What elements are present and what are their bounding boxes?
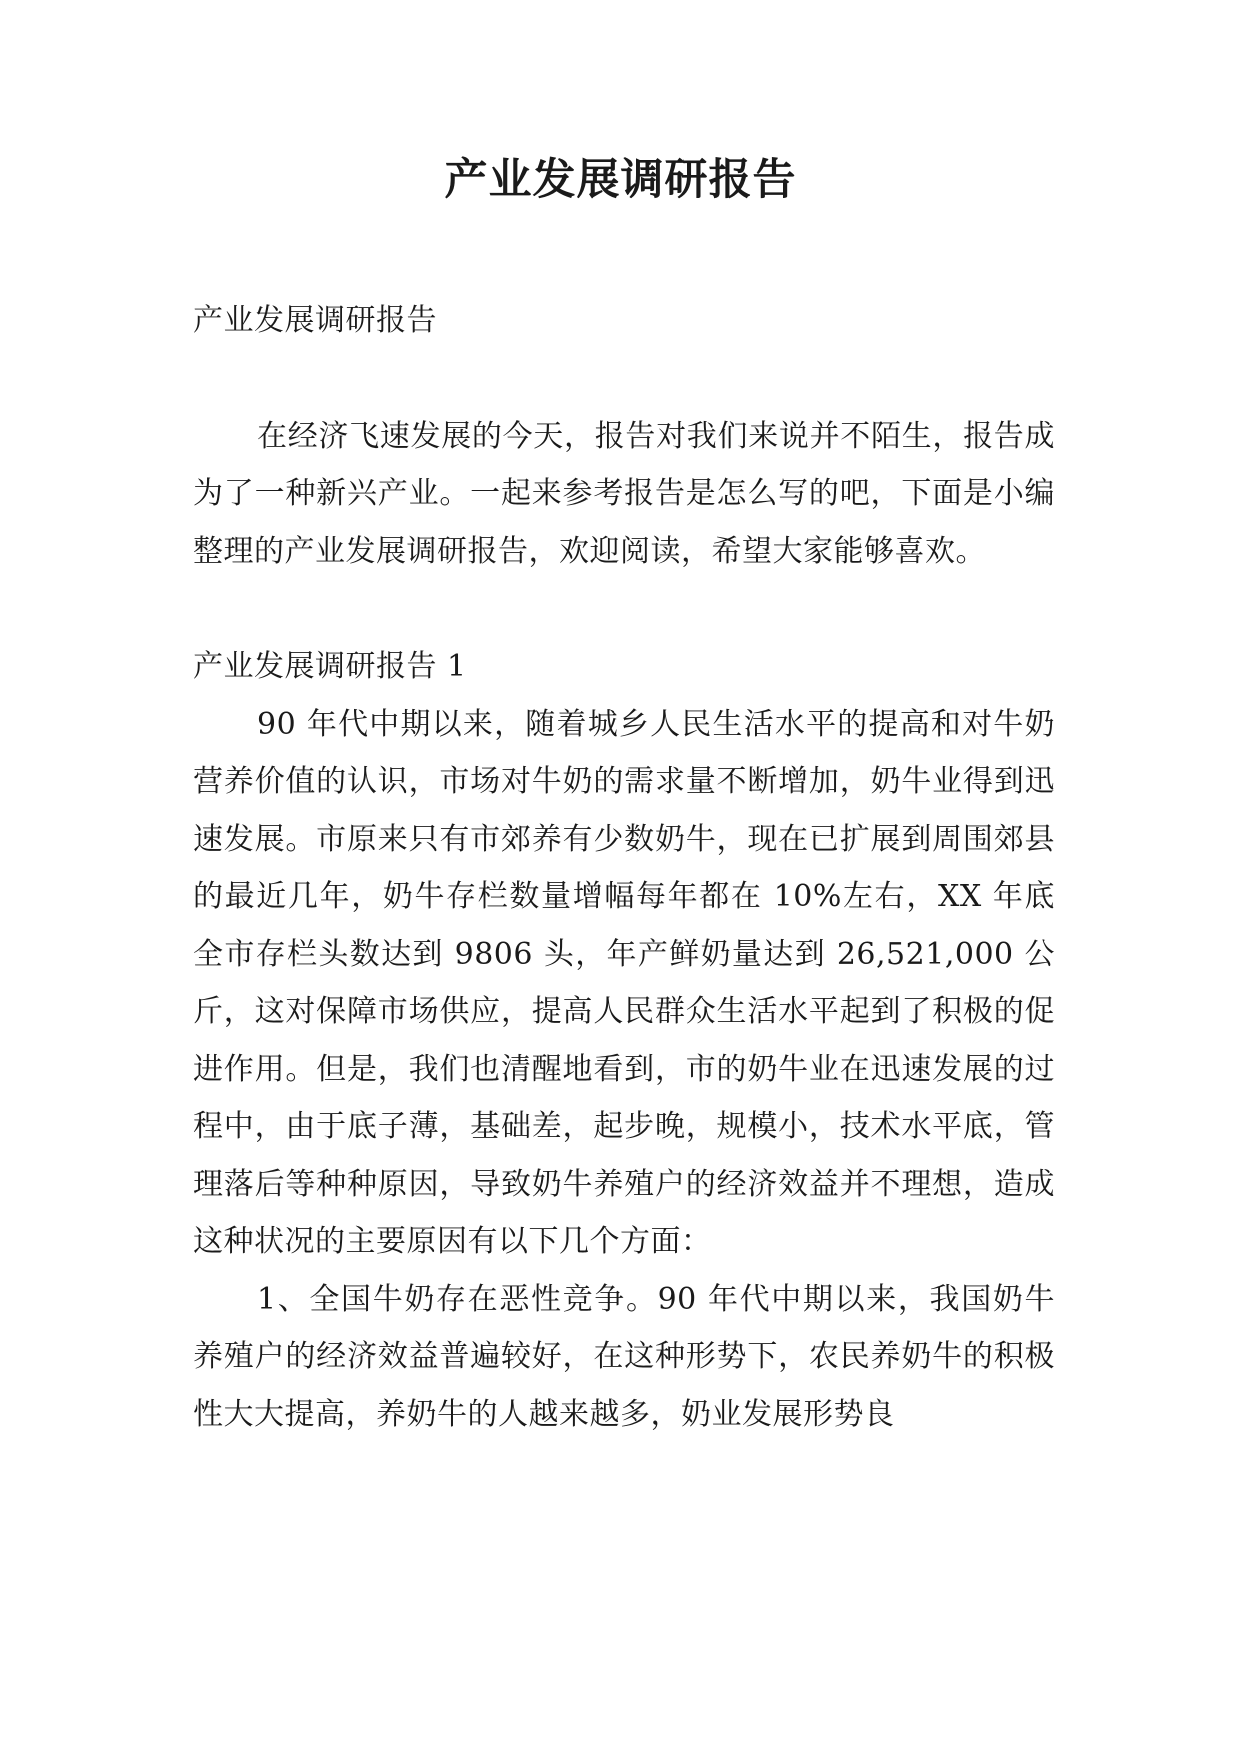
intro-paragraph: 在经济飞速发展的今天，报告对我们来说并不陌生，报告成为了一种新兴产业。一起来参考报告是怎么写的吧，下面是小编整理的产业发展调研报告，欢迎阅读，希望大家能够喜欢。	[193, 418, 1055, 569]
body-paragraph-2: 1、全国牛奶存在恶性竞争。90 年代中期以来，我国奶牛养殖户的经济效益普遍较好，在这种形势下，农民养奶牛的积极性大大提高，养奶牛的人越来越多，奶业发展形势良	[193, 1281, 1055, 1432]
section-heading: 产业发展调研报告 1	[193, 649, 467, 684]
document-body	[193, 292, 1055, 1443]
document-subtitle: 产业发展调研报告	[193, 303, 437, 338]
body-paragraph-1: 90 年代中期以来，随着城乡人民生活水平的提高和对牛奶营养价值的认识，市场对牛奶的需求量不断增加，奶牛业得到迅速发展。市原来只有市郊养有少数奶牛，现在已扩展到周围郊县的最近几年，奶牛存栏数量增幅每年都在 10%左右，XX 年底全市存栏头数达到 9806 头，年产鲜奶量达到 26,521,000 公斤，这对保障市场供应，提高人民群众生活水平起到了积极的促进作用。但是，我们也清醒地看到，市的奶牛业在迅速发展的过程中，由于底子薄，基础差，起步晚，规模小，技术水平底，管理落后等种种原因，导致奶牛养殖户的经济效益并不理想，造成这种状况的主要原因有以下几个方面：	[193, 706, 1055, 1259]
document-title: 产业发展调研报告	[444, 155, 797, 205]
